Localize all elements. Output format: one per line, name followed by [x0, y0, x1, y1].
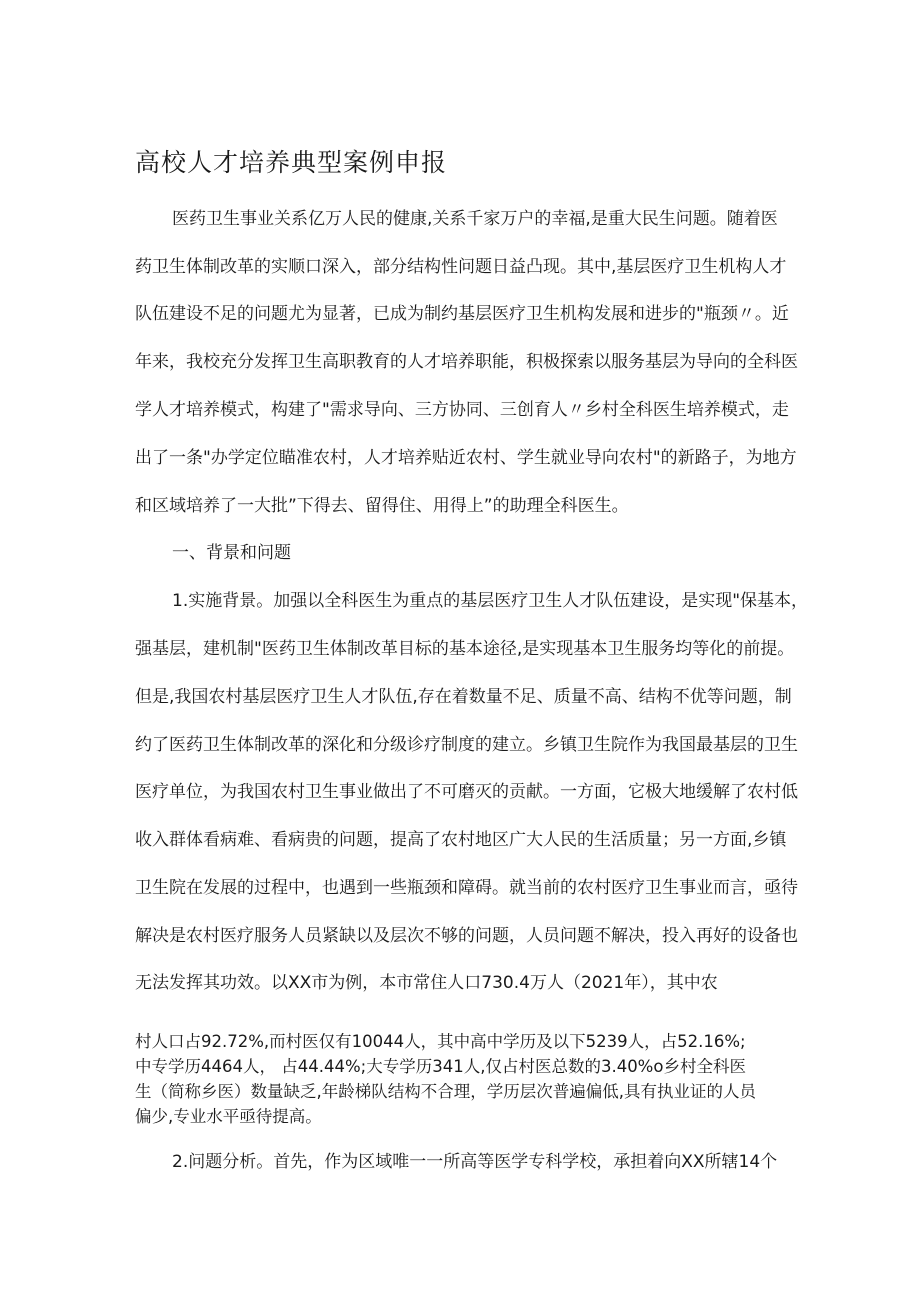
item1-stats-line-2: 中专学历4464人， 占44.44%;大专学历341人,仅占村医总数的3.40%o乡村全科医 — [135, 1057, 746, 1076]
item2-line-1: 2.问题分析。首先，作为区域唯一一所高等医学专科学校，承担着向XX所辖14个 — [172, 1152, 778, 1172]
item1-line-8: 解决是农村医疗服务人员紧缺以及层次不够的问题，人员问题不解决，投入再好的设备也 — [135, 926, 798, 946]
item1-line-3: 但是,我国农村基层医疗卫生人才队伍,存在着数量不足、质量不高、结构不优等问题，制 — [135, 687, 792, 707]
item1-stats-line-4: 偏少,专业水平亟待提高。 — [135, 1107, 322, 1126]
document-title: 高校人才培养典型案例申报 — [135, 148, 448, 177]
intro-line-6: 出了一条"办学定位瞄准农村，人才培养贴近农村、学生就业导向农村"的新路子，为地方 — [135, 448, 797, 468]
item1-line-1: 1.实施背景。加强以全科医生为重点的基层医疗卫生人才队伍建设，是实现"保基本， — [172, 591, 809, 611]
intro-line-1: 医药卫生事业关系亿万人民的健康,关系千家万户的幸福,是重大民生问题。随着医 — [172, 209, 778, 229]
intro-line-3: 队伍建设不足的问题尤为显著，已成为制约基层医疗卫生机构发展和进步的"瓶颈〃。近 — [135, 304, 789, 324]
item1-line-7: 卫生院在发展的过程中，也遇到一些瓶颈和障碍。就当前的农村医疗卫生事业而言，亟待 — [135, 878, 798, 898]
intro-line-7: 和区域培养了一大批”下得去、留得住、用得上”的助理全科医生。 — [135, 496, 629, 516]
item1-line-9: 无法发挥其功效。以XX市为例，本市常住人口730.4万人（2021年），其中农 — [135, 973, 718, 993]
item1-line-2: 强基层，建机制"医药卫生体制改革目标的基本途径,是实现基本卫生服务均等化的前提。 — [135, 639, 795, 659]
intro-line-4: 年来，我校充分发挥卫生高职教育的人才培养职能，积极探索以服务基层为导向的全科医 — [135, 352, 798, 372]
item1-line-6: 收入群体看病难、看病贵的问题，提高了农村地区广大人民的生活质量；另一方面,乡镇 — [135, 830, 787, 850]
intro-line-2: 药卫生体制改革的实顺口深入，部分结构性问题日益凸现。其中,基层医疗卫生机构人才 — [135, 257, 787, 277]
item1-line-4: 约了医药卫生体制改革的深化和分级诊疗制度的建立。乡镇卫生院作为我国最基层的卫生 — [135, 735, 798, 755]
item1-stats-line-3: 生（简称乡医）数量缺乏,年龄梯队结构不合理，学历层次普遍偏低,具有执业证的人员 — [135, 1082, 756, 1101]
section-heading-background: 一、背景和问题 — [172, 543, 291, 563]
item1-stats-line-1: 村人口占92.72%,而村医仅有10044人，其中高中学历及以下5239人，占52.16%; — [135, 1032, 746, 1051]
intro-line-5: 学人才培养模式，构建了"需求导向、三方协同、三创育人〃乡村全科医生培养模式，走 — [135, 400, 789, 420]
item1-line-5: 医疗单位，为我国农村卫生事业做出了不可磨灭的贡献。一方面，它极大地缓解了农村低 — [135, 782, 798, 802]
